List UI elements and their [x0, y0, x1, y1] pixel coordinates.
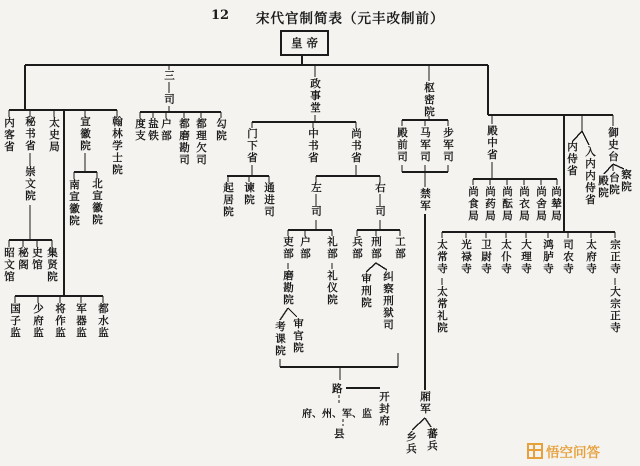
node-shumiyuan: 枢密院 — [423, 82, 435, 118]
node-jiangzuojian: 将作监 — [54, 303, 66, 339]
node-zhaowenguan: 昭文馆 — [3, 247, 15, 283]
node-zongzhengsi: 宗正寺 — [609, 239, 621, 275]
node-libu-rites: 礼部 — [326, 236, 338, 260]
node-chongwenyuan: 崇文院 — [24, 166, 36, 202]
node-dazongzhengsi: 大宗正寺 — [609, 286, 621, 334]
node-hanlinxueshiyuan: 翰林学士院 — [111, 116, 123, 176]
watermark-label: 悟空问答 — [546, 445, 600, 461]
node-xingbu: 刑部 — [370, 236, 382, 260]
node-shangyunju: 尚酝局 — [501, 186, 513, 222]
node-sansi-hubu: 户部 — [160, 118, 172, 142]
node-runeineishisheng: 入内内侍省 — [584, 146, 596, 206]
node-shaofujian: 少府监 — [32, 303, 44, 339]
node-fuzhoujunjian: 府、州、军、监 — [302, 409, 372, 420]
node-yantie: 盐铁 — [147, 118, 159, 142]
node-sinongsi: 司农寺 — [562, 239, 574, 275]
node-fanbing: 蕃兵 — [426, 428, 438, 452]
node-shangnianju: 尚辇局 — [550, 186, 562, 222]
node-yousi: 右司 — [374, 182, 386, 229]
node-mishusheng: 秘书省 — [24, 116, 36, 152]
node-gouyuan: 勾院 — [215, 118, 227, 142]
node-duzhi: 度支 — [134, 118, 146, 142]
node-lu: 路 — [332, 383, 343, 395]
node-taiyuan: 台院 — [608, 172, 620, 196]
watermark — [527, 441, 600, 461]
node-zhongshusheng: 中书省 — [307, 128, 319, 164]
node-xian: 县 — [334, 428, 345, 440]
node-taishiju: 太史局 — [48, 117, 60, 153]
node-liyiyuan: 礼仪院 — [326, 270, 338, 306]
node-jinjun: 禁军 — [419, 188, 431, 212]
node-kaifengfu: 开封府 — [378, 391, 390, 427]
node-dianzhongsheng: 殿中省 — [486, 125, 498, 161]
node-dalisi: 大理寺 — [520, 239, 532, 275]
node-jiuchaxingyusi: 纠察刑狱司 — [382, 271, 394, 331]
node-zhengshitang: 政事堂 — [309, 78, 321, 114]
node-libu-personnel: 吏部 — [282, 236, 294, 260]
node-guozijian: 国子监 — [9, 303, 21, 339]
node-neikesheng: 内客省 — [3, 117, 15, 153]
node-weiweisi: 卫尉寺 — [480, 239, 492, 275]
grid-logo-icon — [527, 443, 543, 459]
node-honglusi: 鸿胪寺 — [542, 239, 554, 275]
node-dumokansi: 都磨勘司 — [178, 118, 190, 166]
node-zuosi: 左司 — [310, 182, 322, 229]
node-dianqiansi: 殿前司 — [396, 127, 408, 163]
node-majunsi: 马军司 — [419, 127, 431, 163]
node-jianyuan: 谏院 — [243, 182, 255, 206]
node-jixianyuan: 集贤院 — [46, 247, 58, 283]
node-shenguanyuan: 审官院 — [292, 318, 304, 354]
node-shiguan: 史馆 — [31, 247, 43, 271]
page-title: 宋代官制简表（元丰改制前） — [256, 11, 445, 27]
node-tongjinsi: 通进司 — [263, 182, 275, 218]
node-xiangbing: 乡兵 — [405, 431, 417, 455]
node-taifusi: 太府寺 — [585, 239, 597, 275]
node-yushitai: 御史台 — [607, 127, 619, 163]
node-guanglusi: 光禄寺 — [460, 239, 472, 275]
node-shenxingyuan: 审刑院 — [360, 273, 372, 309]
node-sansi: 三司 — [163, 70, 175, 117]
node-hubu-ministry: 户部 — [299, 236, 311, 260]
node-kaokeyuan: 考课院 — [274, 321, 286, 357]
node-taipusi: 太仆寺 — [500, 239, 512, 275]
node-shangyaoju: 尚药局 — [484, 186, 496, 222]
node-xuanhuiyuan: 宣徽院 — [79, 116, 91, 152]
node-duliqiansi: 都理欠司 — [195, 118, 207, 166]
node-dianyuan: 殿院 — [597, 175, 609, 199]
node-chayuan: 察院 — [620, 169, 632, 193]
node-beixuanhuiyuan: 北宣徽院 — [91, 178, 103, 226]
node-junqijian: 军器监 — [75, 303, 87, 339]
node-bujunsi: 步军司 — [442, 127, 454, 163]
node-emperor: 皇 帝 — [280, 30, 329, 56]
node-taichangsi: 太常寺 — [436, 239, 448, 275]
node-doushuijian: 都水监 — [97, 303, 109, 339]
node-shangsheju: 尚舍局 — [535, 186, 547, 222]
node-gongbu: 工部 — [394, 236, 406, 260]
node-nanxuanhuiyuan: 南宣徽院 — [68, 179, 80, 227]
node-xiangjun: 厢军 — [419, 391, 431, 415]
node-bingbu: 兵部 — [351, 236, 363, 260]
node-shangyiju: 尚衣局 — [518, 186, 530, 222]
node-shangshiju: 尚食局 — [467, 186, 479, 222]
node-mige: 秘阁 — [17, 247, 29, 271]
node-shangshusheng: 尚书省 — [350, 128, 362, 164]
node-mokanyuan: 磨勘院 — [282, 270, 294, 306]
node-qijuyuan: 起居院 — [222, 182, 234, 218]
node-neishisheng: 内侍省 — [566, 141, 578, 177]
node-menxiasheng: 门下省 — [246, 128, 258, 164]
page-number: 12 — [211, 8, 230, 23]
node-taichangliyuan: 太常礼院 — [436, 286, 448, 334]
